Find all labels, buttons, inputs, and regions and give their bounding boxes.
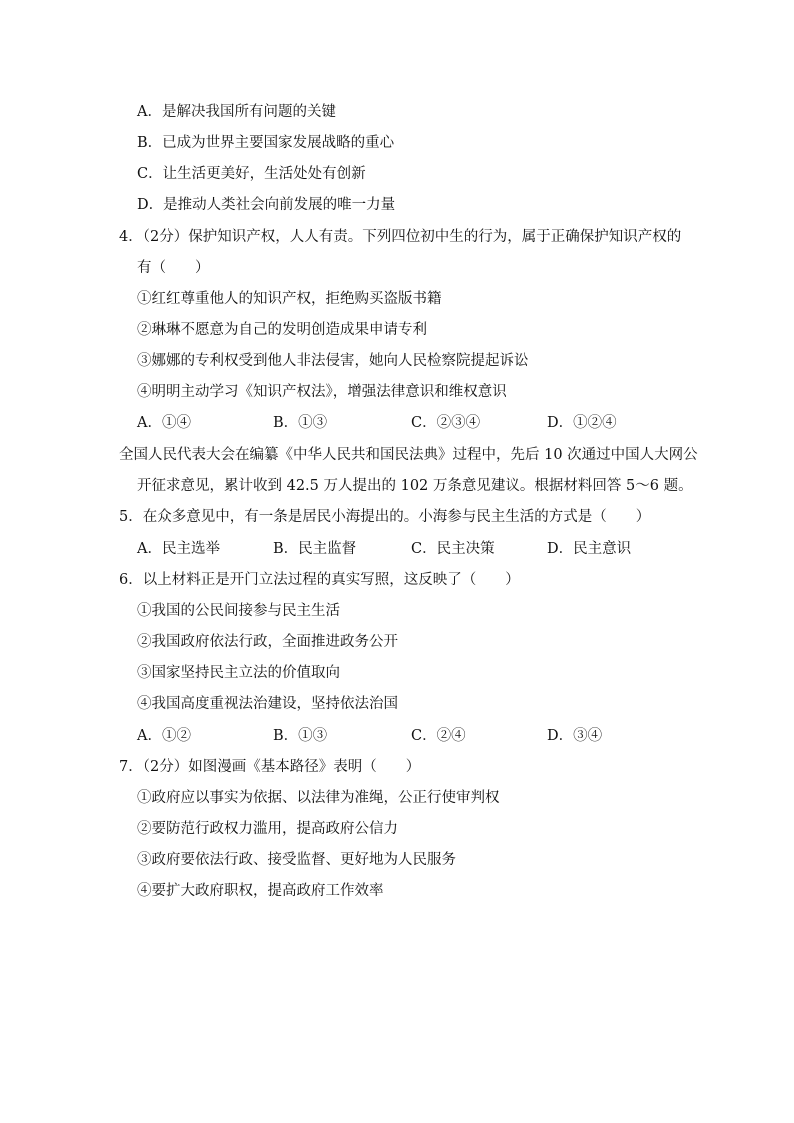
q5-stem: 5．在众多意见中，有一条是居民小海提出的。小海参与民主生活的方式是（ ）	[119, 509, 651, 525]
q4-item-2: ②琳琳不愿意为自己的发明创造成果申请专利	[137, 322, 427, 338]
material-line-1: 全国人民代表大会在编纂《中华人民共和国民法典》过程中，先后 10 次通过中国人大网公	[119, 447, 698, 463]
q7-item-1: ①政府应以事实为依据、以法律为准绳，公正行使审判权	[137, 790, 500, 806]
q5-choice-b: B．民主监督	[273, 541, 357, 557]
q6-choice-d: D．③④	[547, 728, 603, 744]
q6-item-4: ④我国高度重视法治建设，坚持依法治国	[137, 696, 398, 712]
q4-choice-c: C．②③④	[411, 415, 481, 431]
q7-item-2: ②要防范行政权力滥用，提高政府公信力	[137, 821, 398, 837]
q5-choice-d: D．民主意识	[547, 541, 632, 557]
q6-stem: 6．以上材料正是开门立法过程的真实写照，这反映了（ ）	[119, 572, 520, 588]
q4-item-4: ④明明主动学习《知识产权法》，增强法律意识和维权意识	[137, 384, 507, 400]
q4-stem-cont: 有（ ）	[137, 260, 210, 276]
q4-choice-a: A．①④	[137, 415, 191, 431]
q6-choice-c: C．②④	[411, 728, 466, 744]
q3-option-c: C．让生活更美好，生活处处有创新	[137, 166, 366, 182]
q4-choice-d: D．①②④	[547, 415, 617, 431]
q6-choice-b: B．①③	[273, 728, 328, 744]
q4-stem: 4．（2分）保护知识产权，人人有责。下列四位初中生的行为，属于正确保护知识产权的	[119, 229, 682, 245]
q3-option-d: D．是推动人类社会向前发展的唯一力量	[137, 197, 396, 213]
q4-item-3: ③娜娜的专利权受到他人非法侵害，她向人民检察院提起诉讼	[137, 353, 529, 369]
q6-item-3: ③国家坚持民主立法的价值取向	[137, 665, 340, 681]
q4-item-1: ①红红尊重他人的知识产权，拒绝购买盗版书籍	[137, 291, 442, 307]
q3-option-b: B．已成为世界主要国家发展战略的重心	[137, 135, 395, 151]
q7-item-4: ④要扩大政府职权，提高政府工作效率	[137, 883, 384, 899]
q7-item-3: ③政府要依法行政、接受监督、更好地为人民服务	[137, 852, 456, 868]
q6-item-1: ①我国的公民间接参与民主生活	[137, 603, 340, 619]
material-line-2: 开征求意见，累计收到 42.5 万人提出的 102 万条意见建议。根据材料回答 5～6 题。	[137, 478, 693, 494]
q6-item-2: ②我国政府依法行政，全面推进政务公开	[137, 634, 398, 650]
q3-option-a: A．是解决我国所有问题的关键	[137, 104, 336, 120]
q5-choice-a: A．民主选举	[137, 541, 220, 557]
q5-choice-c: C．民主决策	[411, 541, 495, 557]
q6-choice-a: A．①②	[137, 728, 191, 744]
q4-choice-b: B．①③	[273, 415, 328, 431]
q7-stem: 7．（2分）如图漫画《基本路径》表明（ ）	[119, 759, 421, 775]
